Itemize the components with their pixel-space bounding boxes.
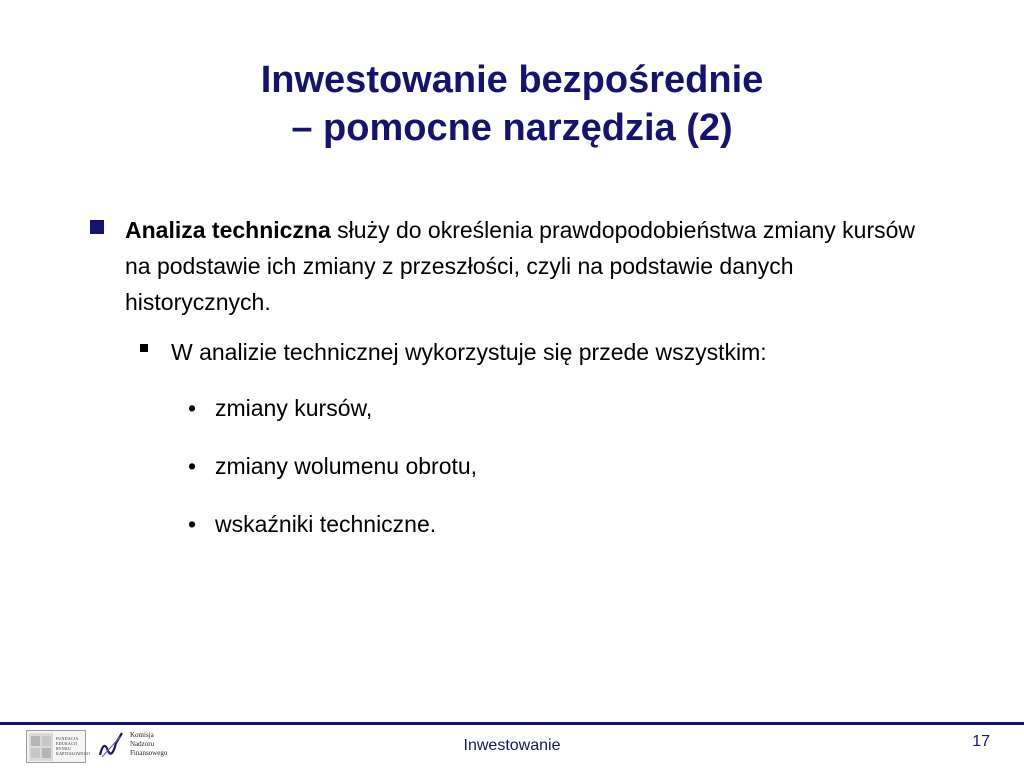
dot-bullet-icon: • — [188, 511, 197, 537]
dot-bullet-icon: • — [188, 395, 197, 421]
fundacja-logo-line: FUNDACJA — [56, 736, 79, 741]
sub-bullet-text: wskaźniki techniczne. — [215, 511, 437, 537]
bullet-level-1-text — [125, 212, 940, 320]
footer-label: Inwestowanie — [463, 737, 561, 754]
sub-bullet-item — [188, 448, 688, 484]
fundacja-logo-line: KAPITAŁOWEGO — [56, 751, 91, 756]
bullet-level-2-text: W analizie technicznej wykorzystuje się przede wszystkim: — [171, 339, 767, 365]
slide-title-line-1: Inwestowanie bezpośrednie — [260, 59, 764, 101]
page-number: 17 — [972, 733, 990, 750]
square-bullet-icon — [90, 220, 104, 234]
bold-term: Analiza techniczna — [125, 217, 331, 243]
knf-logo-line: Komisja — [130, 731, 154, 739]
knf-logo-line: Nadzoru — [130, 740, 155, 748]
sub-bullet-item — [188, 506, 688, 542]
sub-bullet-text: zmiany wolumenu obrotu, — [215, 453, 478, 479]
footer-divider — [0, 722, 1024, 725]
sub-bullet-item — [188, 390, 688, 426]
fundacja-logo-line: EDUKACJI — [56, 741, 78, 746]
sub-bullet-text: zmiany kursów, — [215, 395, 373, 421]
knf-logo-line: Finansowego — [130, 749, 168, 757]
fundacja-logo-line: RYNKU — [56, 746, 72, 751]
slide-title-line-2: – pomocne narzędzia (2) — [291, 107, 733, 149]
dot-bullet-icon: • — [188, 453, 197, 479]
bullet-level-1-body: służy do określenia prawdopodobieństwa zmiany kursów na podstawie ich zmiany z przeszłości, czyli na podstawie danych historycznych. — [125, 217, 916, 315]
small-square-bullet-icon — [140, 344, 148, 352]
